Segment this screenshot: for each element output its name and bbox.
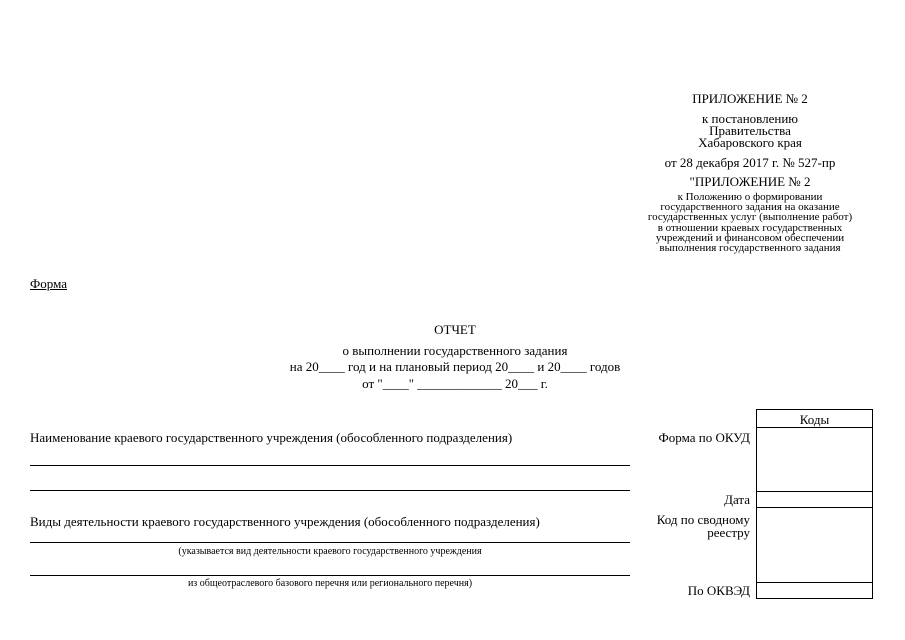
appendix-sub-line-2: государственного задания на оказание (660, 201, 840, 213)
appendix-title: ПРИЛОЖЕНИЕ № 2 (692, 91, 808, 106)
registry-label-line-1: Код по сводному (656, 512, 750, 527)
activity-note-2: из общеотраслевого базового перечня или регионального перечня) (187, 578, 473, 589)
appendix-line-2: Правительства (709, 123, 791, 138)
codes-table (756, 409, 873, 599)
institution-name-line-1 (30, 465, 630, 466)
okud-label: Форма по ОКУД (658, 430, 750, 445)
appendix-sub-line-3: государственных услуг (выполнение работ) (647, 211, 853, 223)
appendix-sub-line-4: в отношении краевых государственных (657, 222, 843, 234)
codes-row-divider-registry (757, 582, 872, 583)
codes-header: Коды (799, 412, 830, 427)
appendix-sub-line-1: к Положению о формировании (677, 191, 823, 203)
codes-row-divider-date (757, 507, 872, 508)
registry-label-line-2: реестру (707, 525, 750, 540)
institution-name-line-2 (30, 490, 630, 491)
activity-types-line-2 (30, 575, 630, 576)
appendix-sub-line-5: учреждений и финансовом обеспечении (655, 232, 845, 244)
codes-row-divider-okud (757, 491, 872, 492)
appendix-line-3: Хабаровского края (698, 135, 802, 150)
activity-types-label: Виды деятельности краевого государственного учреждения (обособленного подразделения) (30, 514, 540, 529)
appendix-title-2: "ПРИЛОЖЕНИЕ № 2 (689, 174, 811, 189)
appendix-line-1: к постановлению (701, 111, 799, 126)
report-line-2: на 20____ год и на плановый период 20____ и 20____ годов (289, 359, 621, 374)
appendix-sub-line-6: выполнения государственного задания (659, 242, 841, 254)
activity-types-line-1 (30, 542, 630, 543)
date-label: Дата (724, 492, 750, 507)
report-line-3: от "____" _____________ 20___ г. (362, 376, 548, 391)
report-line-1: о выполнении государственного задания (342, 343, 568, 358)
activity-note-1: (указывается вид деятельности краевого государственного учреждения (178, 546, 482, 557)
appendix-date-line: от 28 декабря 2017 г. № 527-пр (664, 155, 836, 170)
okved-label: По ОКВЭД (687, 583, 750, 598)
codes-row-divider-header (757, 427, 872, 428)
form-label: Форма (30, 276, 67, 291)
report-title: ОТЧЕТ (434, 322, 476, 337)
institution-name-label: Наименование краевого государственного учреждения (обособленного подразделения) (30, 430, 513, 445)
